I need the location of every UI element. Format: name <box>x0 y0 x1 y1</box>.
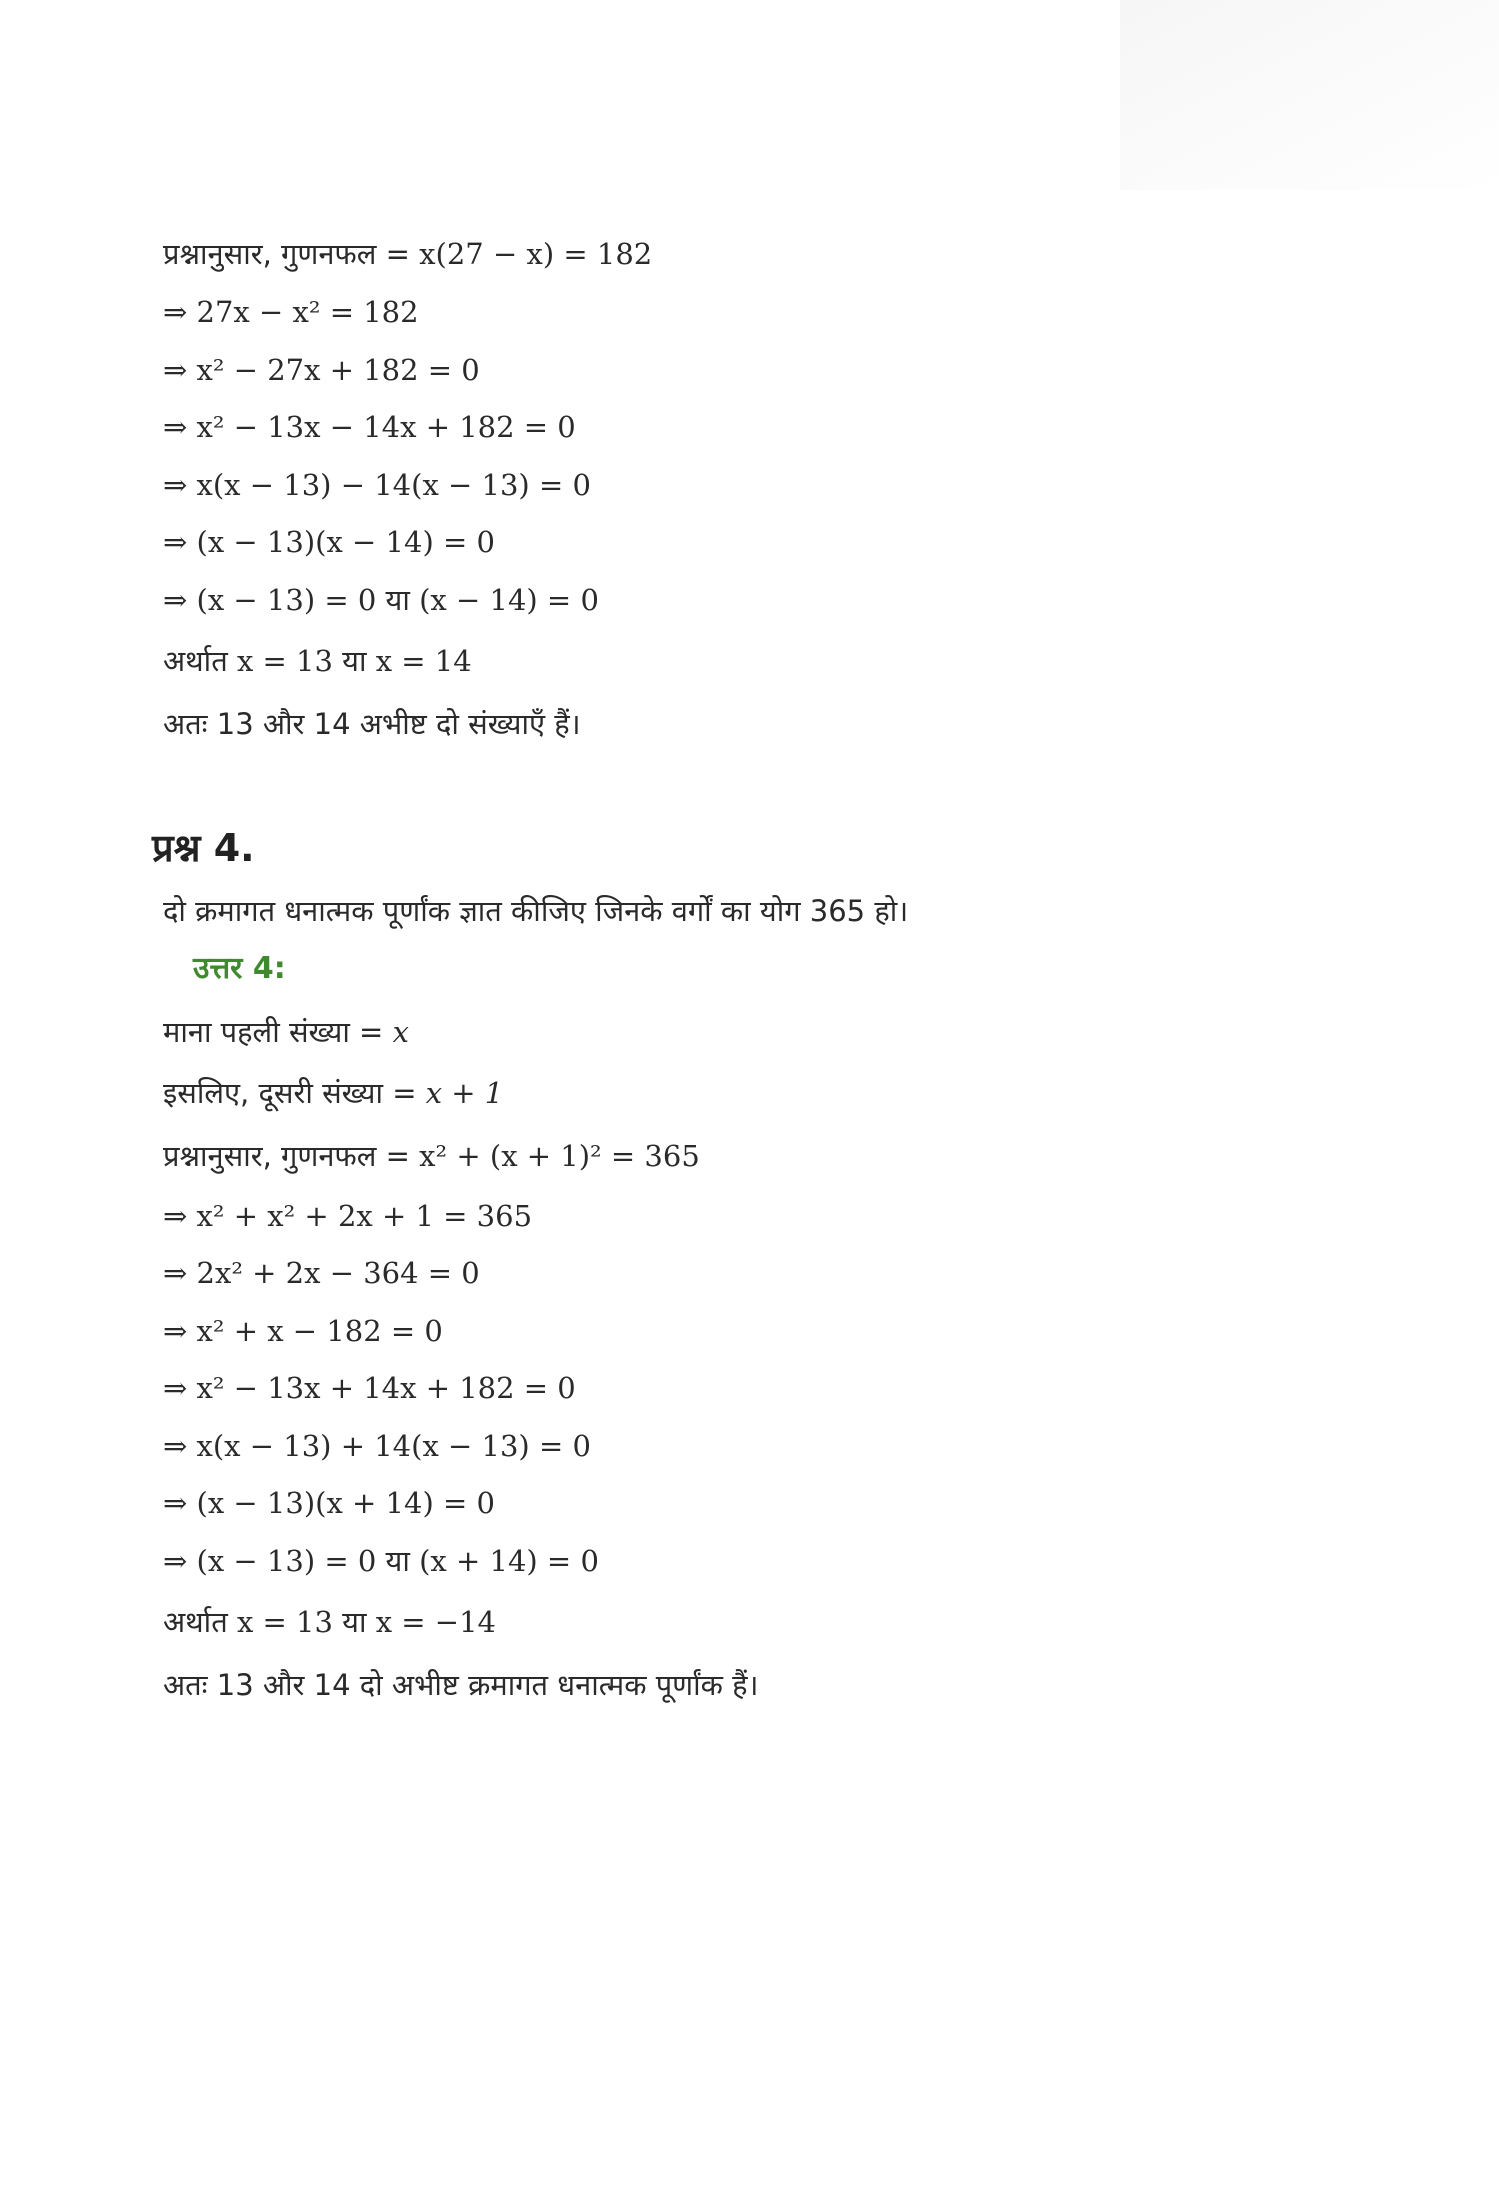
solution-line: अर्थात x = 13 या x = −14 <box>163 1605 497 1639</box>
solution-line: ⇒ x(x − 13) − 14(x − 13) = 0 <box>163 468 591 502</box>
solution-line: प्रश्नानुसार, गुणनफल = x(27 − x) = 182 <box>163 237 653 271</box>
solution-line: ⇒ (x − 13)(x + 14) = 0 <box>163 1486 495 1520</box>
solution-line: माना पहली संख्या = x <box>163 1015 409 1049</box>
solution-line: प्रश्नानुसार, गुणनफल = x² + (x + 1)² = 365 <box>163 1139 700 1173</box>
solution-line: इसलिए, दूसरी संख्या = x + 1 <box>163 1076 504 1110</box>
conclusion-line: अतः 13 और 14 दो अभीष्ट क्रमागत धनात्मक पूर्णांक हैं। <box>163 1668 759 1702</box>
question-text: दो क्रमागत धनात्मक पूर्णांक ज्ञात कीजिए जिनके वर्गों का योग 365 हो। <box>163 894 909 928</box>
solution-line: ⇒ (x − 13) = 0 या (x − 14) = 0 <box>163 583 599 617</box>
solution-line: ⇒ 27x − x² = 182 <box>163 295 419 329</box>
solution-line: ⇒ x² − 13x − 14x + 182 = 0 <box>163 410 576 444</box>
solution-line: अर्थात x = 13 या x = 14 <box>163 644 472 678</box>
solution-line: ⇒ (x − 13)(x − 14) = 0 <box>163 525 495 559</box>
solution-line: ⇒ x² + x² + 2x + 1 = 365 <box>163 1199 533 1233</box>
solution-line: ⇒ x² − 13x + 14x + 182 = 0 <box>163 1371 576 1405</box>
solution-line: ⇒ x(x − 13) + 14(x − 13) = 0 <box>163 1429 591 1463</box>
conclusion-line: अतः 13 और 14 अभीष्ट दो संख्याएँ हैं। <box>163 707 581 741</box>
question-heading: प्रश्न 4. <box>152 826 255 870</box>
solution-line: ⇒ (x − 13) = 0 या (x + 14) = 0 <box>163 1544 599 1578</box>
page-shadow <box>1120 0 1499 190</box>
answer-label: उत्तर 4: <box>193 951 286 986</box>
solution-line: ⇒ x² + x − 182 = 0 <box>163 1314 443 1348</box>
solution-line: ⇒ 2x² + 2x − 364 = 0 <box>163 1256 480 1290</box>
solution-line: ⇒ x² − 27x + 182 = 0 <box>163 353 480 387</box>
